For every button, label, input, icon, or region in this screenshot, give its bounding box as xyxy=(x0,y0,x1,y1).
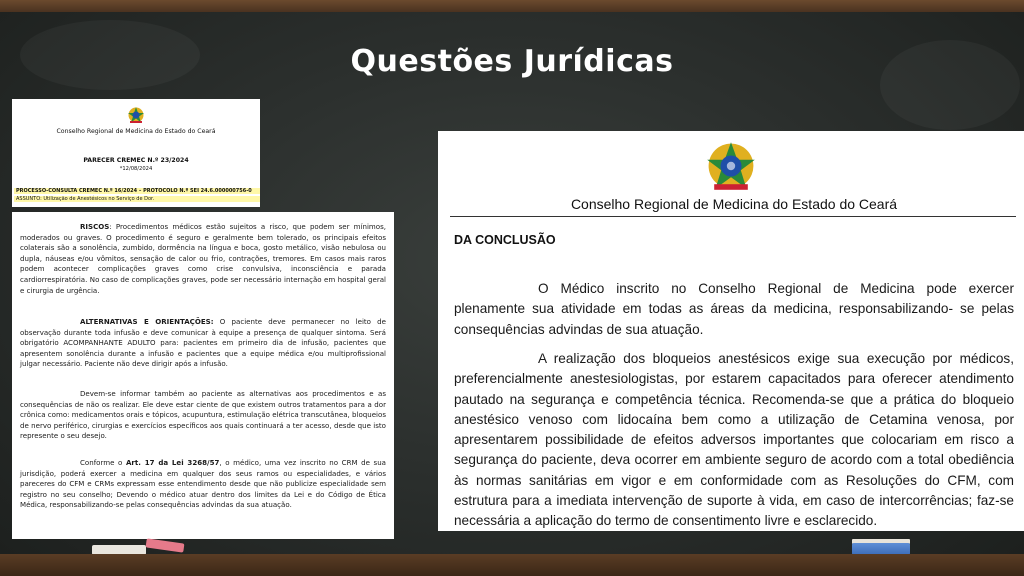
lei-paragraph xyxy=(20,458,386,511)
parecer-date: *12/08/2024 xyxy=(119,166,153,172)
informar-paragraph xyxy=(20,389,386,442)
processo-line: PROCESSO-CONSULTA CREMEC N.º 16/2024 – PROTOCOLO N.º SEI 24.6.000000756-0 xyxy=(14,188,260,194)
conclusion-text-1: O Médico inscrito no Conselho Regional de Medicina pode exercer plenamente sua atividade em todas as áreas da medicina, responsabilizando- se pelas consequências advindas de sua atuação. xyxy=(454,281,1014,337)
parecer-header-document xyxy=(12,99,260,207)
slide-title: Questões Jurídicas xyxy=(350,44,674,79)
board-frame-top xyxy=(0,0,1024,12)
brazil-coat-of-arms-icon xyxy=(126,105,146,125)
alternativas-label: ALTERNATIVAS E ORIENTAÇÕES: xyxy=(80,317,214,326)
lei-label: Art. 17 da Lei 3268/57 xyxy=(125,458,220,467)
parecer-number: PARECER CREMEC N.º 23/2024 xyxy=(83,157,189,164)
conclusion-paragraph-2 xyxy=(454,349,1014,532)
conclusion-document xyxy=(438,131,1024,531)
informar-text: Devem-se informar também ao paciente as alternativas aos procedimentos e as consequências de não os realizar. Ele deve estar ciente de que existem outros tratamentos para a dor crônica como: medicamentos orais e tópicos, acupuntura, estimulação elétrica transcutânea, bloqueios de nervo periférico, cirurgias e exercícios específicos aos quais continuará a ter acesso, desde que isto represente o seu desejo. xyxy=(20,389,386,441)
conclusion-heading: DA CONCLUSÃO xyxy=(454,233,556,247)
assunto-line: ASSUNTO: Utilização de Anestésicos no Serviço de Dor. xyxy=(14,196,260,202)
lei-prefix: Conforme o xyxy=(80,458,126,467)
brazil-coat-of-arms-icon xyxy=(703,138,759,194)
conclusion-text-2: A realização dos bloqueios anestésicos exige sua execução por médicos, preferencialmente anestesiologistas, por estarem capacitados para oferecer atendimento pautado na segurança e competência técnica. Recomenda-se que a prática do bloqueio anestésico venoso com lidocaína bem como a utilização de Cetamina venosa, por apresentarem possibilidade de efeitos adversos importantes que colocariam em risco a segurança do paciente, deva ocorrer em ambiente seguro de acordo com a total obediência às normas sanitárias em vigor e em conformidade com as Resoluções do CFM, com estrutura para a imediata intervenção de suporte à vida, em caso de intercorrências; faz-se necessária a aplicação do termo de consentimento livre e esclarecido. xyxy=(454,351,1014,529)
riscos-text: : Procedimentos médicos estão sujeitos a risco, que podem ser mínimos, moderados ou graves. O procedimento é seguro e geralmente bem tolerado, os principais efeitos colaterais são a sonolência, zumbido, dormência na língua e boca, gosto metálico, visão nebulosa ou dupla, náuseas e/ou vômitos, sensação de calor ou frio, contrações, tremores. Em casos mais raros podem acontecer complicações graves como crise convulsiva, inconsciência e parada cardiorrespiratória. No caso de complicações graves, pode ser necessário internação em hospital geral e cirurgia de urgência. xyxy=(20,222,386,295)
alternativas-paragraph xyxy=(20,317,386,370)
chalk-tray xyxy=(0,554,1024,576)
riscos-paragraph xyxy=(20,222,386,296)
conclusion-paragraph-1 xyxy=(454,279,1014,340)
council-name: Conselho Regional de Medicina do Estado do Ceará xyxy=(570,196,898,212)
riscos-label: RISCOS xyxy=(80,222,110,231)
pink-chalk xyxy=(146,538,185,552)
parecer-body-document xyxy=(12,212,394,539)
alternativas-text: O paciente deve permanecer no leito de observação durante toda infusão e deve comunicar à equipe a presença de qualquer sintoma. Será obrigatório ACOMPANHANTE ADULTO para: pacientes em primeiro dia de infusão, pacientes que apresentem sonolência durante a infusão e pacientes que a equipe médica e/ou multiprofissional julgar necessário. Paciente não deve dirigir após a infusão. xyxy=(20,317,386,369)
council-name: Conselho Regional de Medicina do Estado do Ceará xyxy=(56,128,216,135)
divider xyxy=(450,216,1016,217)
lei-text: , o médico, uma vez inscrito no CRM de sua jurisdição, poderá exercer a medicina em qualquer dos seus ramos ou especialidades, e vários pareceres do CFM e CRMs expressam esse entendimento desde que não publicize especialidade sem registro no seu conselho; Devendo o médico atuar dentro dos limites da Lei e do Código de Ética Médica, responsabilizando-se pelas consequências advindas da sua atuação. xyxy=(20,458,386,510)
